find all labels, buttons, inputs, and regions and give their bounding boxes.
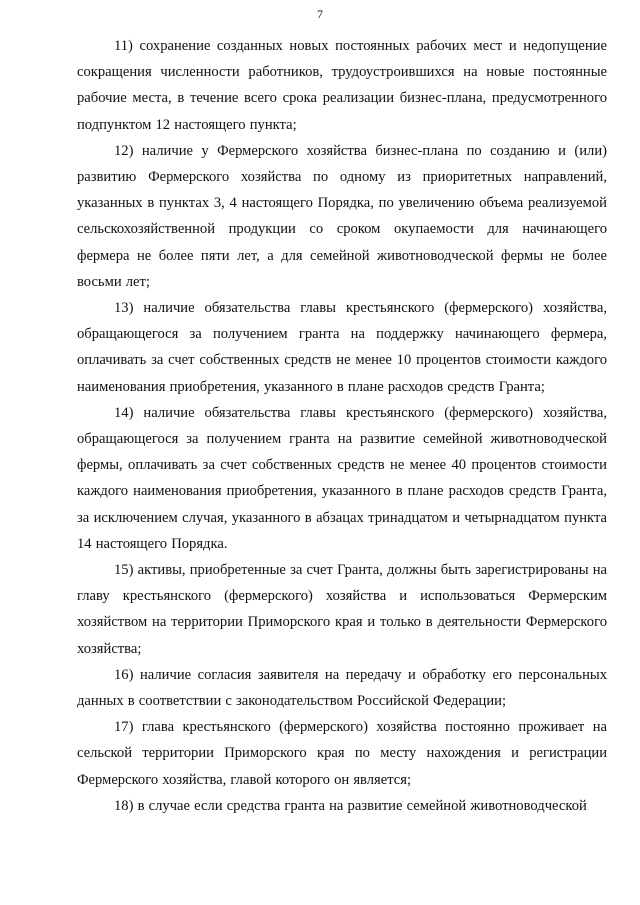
paragraph-item-15: 15) активы, приобретенные за счет Гранта, должны быть зарегистрированы на главу крестьянского (фермерского) хозяйства и использоваться Фермерским хозяйством на территории Приморского края и только в деятельности Фермерского хозяйства; <box>77 562 607 657</box>
paragraph-item-16: 16) наличие согласия заявителя на передачу и обработку его персональных данных в соответствии с законодательством Российской Федерации; <box>77 666 607 710</box>
paragraph-item-14: 14) наличие обязательства главы крестьянского (фермерского) хозяйства, обращающегося за получением гранта на развитие семейной животноводческой фермы, оплачивать за счет собственных средств не менее 40 процентов стоимости каждого наименования приобретения, указанного в плане расходов средств Гранта, за исключением случая, указанного в абзацах тринадцатом и четырнадцатом пункта 14 настоящего Порядка. <box>77 404 607 552</box>
page-number: 7 <box>317 7 323 21</box>
document-body <box>77 33 607 819</box>
paragraph-item-11: 11) сохранение созданных новых постоянных рабочих мест и недопущение сокращения численности работников, трудоустроившихся на новые постоянные рабочие места, в течение всего срока реализации бизнес-плана, предусмотренного подпунктом 12 настоящего пункта; <box>77 38 607 133</box>
paragraph-item-12: 12) наличие у Фермерского хозяйства бизнес-плана по созданию и (или) развитию Фермерского хозяйства по одному из приоритетных направлений, указанных в пунктах 3, 4 настоящего Порядка, по увеличению объема реализуемой сельскохозяйственной продукции со сроком окупаемости для начинающего фермера не более пяти лет, а для семейной животноводческой фермы не более восьми лет; <box>77 142 607 290</box>
paragraph-item-13: 13) наличие обязательства главы крестьянского (фермерского) хозяйства, обращающегося за получением гранта на поддержку начинающего фермера, оплачивать за счет собственных средств не менее 10 процентов стоимости каждого наименования приобретения, указанного в плане расходов средств Гранта; <box>77 300 607 395</box>
paragraph-item-18: 18) в случае если средства гранта на развитие семейной животноводческой <box>114 797 587 814</box>
paragraph-item-17: 17) глава крестьянского (фермерского) хозяйства постоянно проживает на сельской территории Приморского края по месту нахождения и регистрации Фермерского хозяйства, главой которого он является; <box>77 719 607 788</box>
